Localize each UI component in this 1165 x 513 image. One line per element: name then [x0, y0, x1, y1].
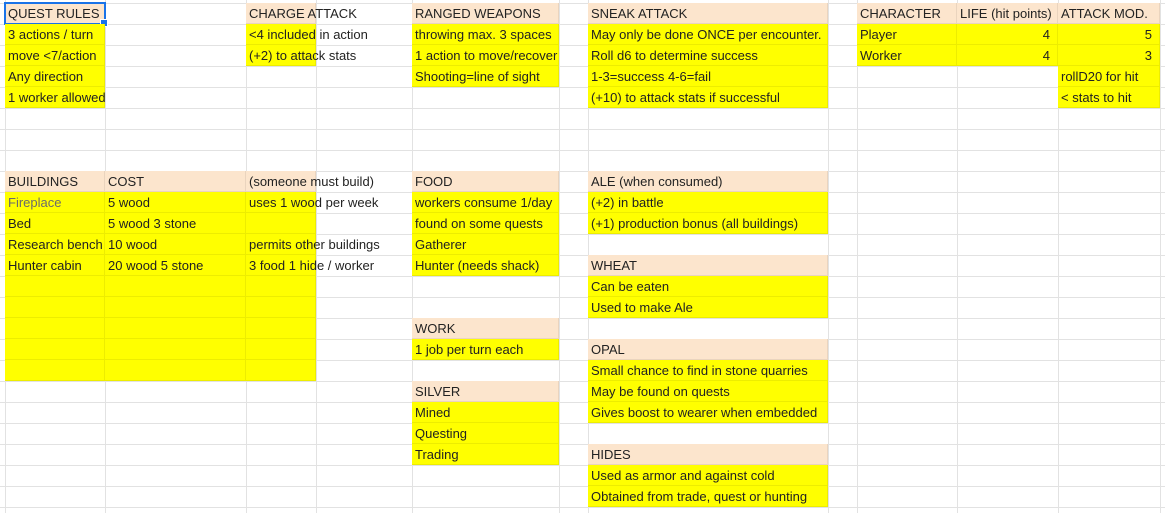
grid-line-vertical: [559, 0, 560, 513]
cell-quest-rule-4[interactable]: 1 worker allowed: [5, 87, 105, 108]
cell-food-3[interactable]: Gatherer: [412, 234, 559, 255]
cell-attack-note-1[interactable]: rollD20 for hit: [1058, 66, 1160, 87]
cell-ale-header[interactable]: ALE (when consumed): [588, 171, 828, 192]
cell-wheat-1[interactable]: Can be eaten: [588, 276, 828, 297]
cell-work-1[interactable]: 1 job per turn each: [412, 339, 559, 360]
grid-line-horizontal: [0, 87, 1165, 88]
cell-sneak-attack-4[interactable]: (+10) to attack stats if successful: [588, 87, 828, 108]
cell-buildings-empty-13b[interactable]: [105, 276, 246, 297]
cell-buildings-empty-17b[interactable]: [105, 360, 246, 381]
cell-buildings-empty-13c[interactable]: [246, 276, 316, 297]
cell-food-1[interactable]: workers consume 1/day: [412, 192, 559, 213]
cell-opal-3[interactable]: Gives boost to wearer when embedded: [588, 402, 828, 423]
cell-buildings-empty-15b[interactable]: [105, 318, 246, 339]
cell-charge-attack-header[interactable]: CHARGE ATTACK: [246, 3, 316, 24]
cell-sneak-attack-3[interactable]: 1-3=success 4-6=fail: [588, 66, 828, 87]
cell-silver-3[interactable]: Trading: [412, 444, 559, 465]
cell-buildings-empty-17a[interactable]: [5, 360, 105, 381]
cell-food-2[interactable]: found on some quests: [412, 213, 559, 234]
grid-line-vertical: [1160, 0, 1161, 513]
cell-wheat-2[interactable]: Used to make Ale: [588, 297, 828, 318]
cell-hides-header[interactable]: HIDES: [588, 444, 828, 465]
cell-work-header[interactable]: WORK: [412, 318, 559, 339]
grid-line-horizontal: [0, 486, 1165, 487]
cell-cost-fireplace[interactable]: 5 wood: [105, 192, 246, 213]
cell-sneak-attack-header[interactable]: SNEAK ATTACK: [588, 3, 828, 24]
cell-buildings-empty-16a[interactable]: [5, 339, 105, 360]
grid-line-horizontal: [0, 381, 1165, 382]
cell-opal-2[interactable]: May be found on quests: [588, 381, 828, 402]
cell-character-player[interactable]: Player: [857, 24, 957, 45]
cell-life-worker[interactable]: 4: [957, 45, 1058, 66]
cell-buildings-empty-14a[interactable]: [5, 297, 105, 318]
cell-character-header[interactable]: CHARACTER: [857, 3, 957, 24]
grid-line-horizontal: [0, 423, 1165, 424]
grid-line-horizontal: [0, 66, 1165, 67]
cell-buildings-empty-16c[interactable]: [246, 339, 316, 360]
cell-life-header[interactable]: LIFE (hit points): [957, 3, 1058, 24]
cell-food-header[interactable]: FOOD: [412, 171, 559, 192]
cell-ranged-weapons-1[interactable]: throwing max. 3 spaces: [412, 24, 559, 45]
cell-character-worker[interactable]: Worker: [857, 45, 957, 66]
cell-opal-header[interactable]: OPAL: [588, 339, 828, 360]
cell-buildings-header[interactable]: BUILDINGS: [5, 171, 105, 192]
grid-line-horizontal: [0, 465, 1165, 466]
selected-cell-outline: [4, 2, 106, 25]
cell-wheat-header[interactable]: WHEAT: [588, 255, 828, 276]
cell-charge-attack-1[interactable]: <4 included in action: [246, 24, 316, 45]
grid-line-horizontal: [0, 129, 1165, 130]
cell-note-research[interactable]: permits other buildings: [246, 234, 316, 255]
cell-attack-mod-header[interactable]: ATTACK MOD.: [1058, 3, 1160, 24]
cell-attack-player[interactable]: 5: [1058, 24, 1160, 45]
cell-buildings-empty-13a[interactable]: [5, 276, 105, 297]
cell-ale-2[interactable]: (+1) production bonus (all buildings): [588, 213, 828, 234]
cell-cost-header[interactable]: COST: [105, 171, 246, 192]
cell-quest-rule-2[interactable]: move <7/action: [5, 45, 105, 66]
cell-attack-worker[interactable]: 3: [1058, 45, 1160, 66]
cell-building-research[interactable]: Research bench: [5, 234, 105, 255]
cell-ranged-weapons-header[interactable]: RANGED WEAPONS: [412, 3, 559, 24]
cell-building-fireplace[interactable]: Fireplace: [5, 192, 105, 213]
cell-buildings-empty-15c[interactable]: [246, 318, 316, 339]
grid-line-horizontal: [0, 507, 1165, 508]
cell-cost-bed[interactable]: 5 wood 3 stone: [105, 213, 246, 234]
cell-attack-note-2[interactable]: < stats to hit: [1058, 87, 1160, 108]
cell-ranged-weapons-2[interactable]: 1 action to move/recover: [412, 45, 559, 66]
cell-life-player[interactable]: 4: [957, 24, 1058, 45]
cell-note-bed[interactable]: [246, 213, 316, 234]
cell-buildings-empty-14c[interactable]: [246, 297, 316, 318]
cell-hides-2[interactable]: Obtained from trade, quest or hunting: [588, 486, 828, 507]
cell-cost-hunter[interactable]: 20 wood 5 stone: [105, 255, 246, 276]
cell-quest-rule-3[interactable]: Any direction: [5, 66, 105, 87]
cell-cost-research[interactable]: 10 wood: [105, 234, 246, 255]
grid-line-vertical: [828, 0, 829, 513]
cell-building-bed[interactable]: Bed: [5, 213, 105, 234]
cell-buildings-empty-14b[interactable]: [105, 297, 246, 318]
cell-building-hunter[interactable]: Hunter cabin: [5, 255, 105, 276]
grid-line-horizontal: [0, 150, 1165, 151]
cell-hides-1[interactable]: Used as armor and against cold: [588, 465, 828, 486]
cell-opal-1[interactable]: Small chance to find in stone quarries: [588, 360, 828, 381]
cell-silver-2[interactable]: Questing: [412, 423, 559, 444]
grid-line-horizontal: [0, 108, 1165, 109]
cell-food-4[interactable]: Hunter (needs shack): [412, 255, 559, 276]
grid-line-vertical: [857, 0, 858, 513]
cell-build-note-header[interactable]: (someone must build): [246, 171, 316, 192]
cell-buildings-empty-17c[interactable]: [246, 360, 316, 381]
cell-note-fireplace[interactable]: uses 1 wood per week: [246, 192, 316, 213]
cell-silver-1[interactable]: Mined: [412, 402, 559, 423]
grid-line-vertical: [957, 0, 958, 513]
cell-note-hunter[interactable]: 3 food 1 hide / worker: [246, 255, 316, 276]
grid-line-horizontal: [0, 402, 1165, 403]
cell-quest-rules-header[interactable]: QUEST RULES: [5, 3, 105, 24]
cell-ranged-weapons-3[interactable]: Shooting=line of sight: [412, 66, 559, 87]
grid-line-horizontal: [0, 444, 1165, 445]
cell-silver-header[interactable]: SILVER: [412, 381, 559, 402]
cell-quest-rule-1[interactable]: 3 actions / turn: [5, 24, 105, 45]
cell-buildings-empty-16b[interactable]: [105, 339, 246, 360]
cell-ale-1[interactable]: (+2) in battle: [588, 192, 828, 213]
cell-charge-attack-2[interactable]: (+2) to attack stats: [246, 45, 316, 66]
cell-sneak-attack-2[interactable]: Roll d6 to determine success: [588, 45, 828, 66]
cell-sneak-attack-1[interactable]: May only be done ONCE per encounter.: [588, 24, 828, 45]
cell-buildings-empty-15a[interactable]: [5, 318, 105, 339]
